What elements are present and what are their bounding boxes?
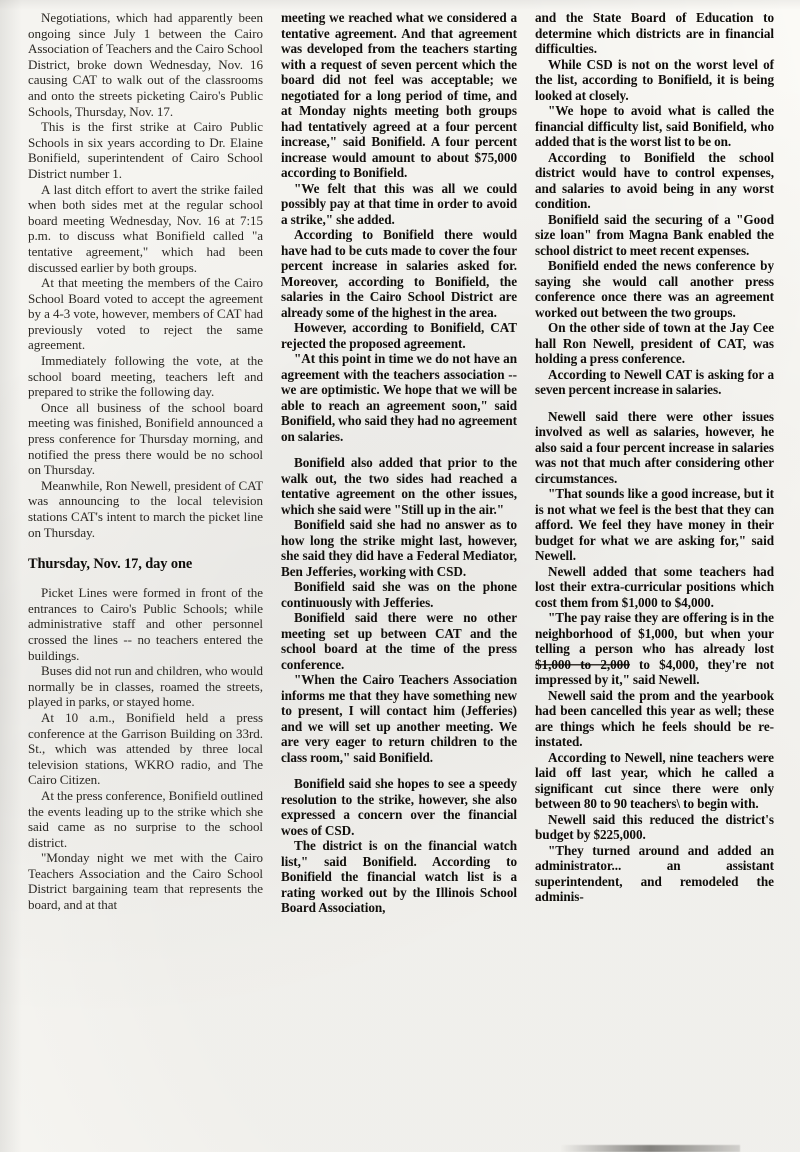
paragraph: A last ditch effort to avert the strike failed when both sides met at the regular school board meeting Wednesday, Nov. 16 at 7:15 p.m. to discuss what Bonifield called "a tentative agreement," which had been discussed earlier by both groups. xyxy=(28,181,263,275)
paragraph: According to Bonifield the school district would have to control expenses, and salaries to avoid being in any worst condition. xyxy=(535,149,774,211)
paragraph: Negotiations, which had apparently been ongoing since July 1 between the Cairo Association of Teachers and the Cairo School District, broke down Wednesday, Nov. 16 causing CAT to walk out of the classrooms and onto the streets picketing Cairo's Public Schools, Thursday, Nov. 17. xyxy=(28,10,263,119)
paragraph: According to Newell, nine teachers were laid off last year, which he called a significant cut since there were only between 80 to 90 teachers\ to begin with. xyxy=(535,749,774,811)
paragraph: "They turned around and added an administrator... an assistant superintendent, and remodeled the adminis- xyxy=(535,842,774,904)
paragraph: On the other side of town at the Jay Cee hall Ron Newell, president of CAT, was holding a press conference. xyxy=(535,320,774,366)
column-middle xyxy=(281,10,517,1144)
paragraph-with-strikethrough xyxy=(535,610,774,688)
paragraph: "When the Cairo Teachers Association informs me that they have something new to present, I will contact him (Jefferies) and we will set up another meeting. We are very eager to return children to the class room," said Bonifield. xyxy=(281,672,517,765)
paragraph: This is the first strike at Cairo Public Schools in six years according to Dr. Elaine Bonifield, superintendent of Cairo School District number 1. xyxy=(28,119,263,181)
paragraph: "At this point in time we do not have an agreement with the teachers association -- we are optimistic. We hope that we will be able to reach an agreement soon," said Bonifield, who said they had no agreement on salaries. xyxy=(281,351,517,444)
paragraph: At that meeting the members of the Cairo School Board voted to accept the agreement by a 4-3 vote, however, members of CAT had previously voted to reject the same agreement. xyxy=(28,275,263,353)
paragraph: Newell added that some teachers had lost their extra-curricular positions which cost them from $1,000 to $4,000. xyxy=(535,563,774,610)
paragraph: Bonifield also added that prior to the walk out, the two sides had reached a tentative agreement on the other issues, which she said were "Still up in the air." xyxy=(281,455,517,517)
paragraph: Bonifield said she had no answer as to how long the strike might last, however, she said they did have a Federal Mediator, Ben Jefferies, working with CSD. xyxy=(281,517,517,579)
scan-artifact-smudge xyxy=(560,1145,740,1152)
article-columns xyxy=(28,10,786,1144)
paragraph: Once all business of the school board meeting was finished, Bonifield announced a press conference for Thursday morning, and notified the press there would be no school on Thursday. xyxy=(28,399,263,478)
paragraph: Newell said the prom and the yearbook had been cancelled this year as well; these are things which he feels should be re-instated. xyxy=(535,687,774,749)
paragraph: The district is on the financial watch list," said Bonifield. According to Bonifield the financial watch list is a rating worked out by the Illinois School Board Association, xyxy=(281,838,517,915)
scan-edge-shadow-left xyxy=(0,0,22,1152)
paragraph: According to Bonifield there would have had to be cuts made to cover the four percent increase in salaries asked for. Moreover, according to Bonifield, the salaries in the Cairo School District are already some of the highest in the area. xyxy=(281,227,517,320)
paragraph: Bonifield said she was on the phone continuously with Jefferies. xyxy=(281,579,517,610)
scan-edge-shadow-top xyxy=(0,0,800,10)
quote-text-part-1: "The pay raise they are offering is in the neighborhood of $1,000, but when your telling a person who has already lost xyxy=(535,610,774,656)
paragraph: "We felt that this was all we could possibly pay at that time in order to avoid a strike," she added. xyxy=(281,180,517,227)
paragraph: At 10 a.m., Bonifield held a press conference at the Garrison Building on 33rd. St., which was attended by three local television stations, WKRO radio, and The Cairo Citizen. xyxy=(28,709,263,788)
paragraph: Bonifield said she hopes to see a speedy resolution to the strike, however, she also expressed a concern over the financial woes of CSD. xyxy=(281,776,517,838)
paragraph: According to Newell CAT is asking for a seven percent increase in salaries. xyxy=(535,366,774,397)
paragraph: meeting we reached what we considered a tentative agreement. And that agreement was developed from the teachers starting with a request of seven percent which the board did not feel was acceptable; we negotiated for a long period of time, and at Monday nights meeting both groups had tentatively agreed at a four percent increase," said Bonifield. A four percent increase would amount to about $75,000 according to Bonifield. xyxy=(281,10,517,180)
section-subhead: Thursday, Nov. 17, day one xyxy=(28,556,193,573)
paragraph: Immediately following the vote, at the school board meeting, teachers left and prepared to strike the following day. xyxy=(28,353,263,400)
struck-amount: $1,000 to 2,000 xyxy=(535,656,630,672)
paragraph: While CSD is not on the worst level of the list, according to Bonifield, it is being looked at closely. xyxy=(535,56,774,103)
quote-text-part-2: to $4,000, they're not impressed by it," said Newell. xyxy=(535,656,774,687)
paragraph: However, according to Bonifield, CAT rejected the proposed agreement. xyxy=(281,320,517,351)
paragraph-spacer xyxy=(281,765,517,776)
paragraph: Bonifield said there were no other meeting set up between CAT and the school board at the time of the press conference. xyxy=(281,610,517,672)
paragraph: Bonifield ended the news conference by saying she would call another press conference once there was an agreement worked out between the two groups. xyxy=(535,258,774,320)
paragraph: Buses did not run and children, who would normally be in classes, roamed the streets, played in parks, or stayed home. xyxy=(28,663,263,710)
paragraph: At the press conference, Bonifield outlined the events leading up to the strike which she said came as no surprise to the school district. xyxy=(28,787,263,850)
paragraph: Newell said there were other issues involved as well as salaries, however, he also said a four percent increase in salaries was not that much after considering other circumstances. xyxy=(535,408,774,486)
paragraph: Picket Lines were formed in front of the entrances to Cairo's Public Schools; while administrative staff and other personnel crossed the lines -- no teachers entered the buildings. xyxy=(28,585,263,663)
column-right xyxy=(535,10,774,1144)
paragraph: Newell said this reduced the district's budget by $225,000. xyxy=(535,811,774,842)
paragraph: "That sounds like a good increase, but it is not what we feel is the best that they can afford. We feel they have money in their budget for what we are asking for," said Newell. xyxy=(535,486,774,563)
paragraph: and the State Board of Education to determine which districts are in financial difficulties. xyxy=(535,10,774,56)
paragraph-spacer xyxy=(281,444,517,455)
paragraph: Meanwhile, Ron Newell, president of CAT was announcing to the local television stations CAT's intent to march the picket line on Thursday. xyxy=(28,477,263,540)
paragraph: "Monday night we met with the Cairo Teachers Association and the Cairo School District bargaining team that represents the board, and at that xyxy=(28,850,263,913)
paragraph: Bonifield said the securing of a "Good size loan" from Magna Bank enabled the school district to meet recent expenses. xyxy=(535,211,774,258)
paragraph-spacer xyxy=(535,398,774,409)
column-left xyxy=(28,10,263,1144)
paragraph: "We hope to avoid what is called the financial difficulty list, said Bonifield, who added that is the worst list to be on. xyxy=(535,103,774,149)
